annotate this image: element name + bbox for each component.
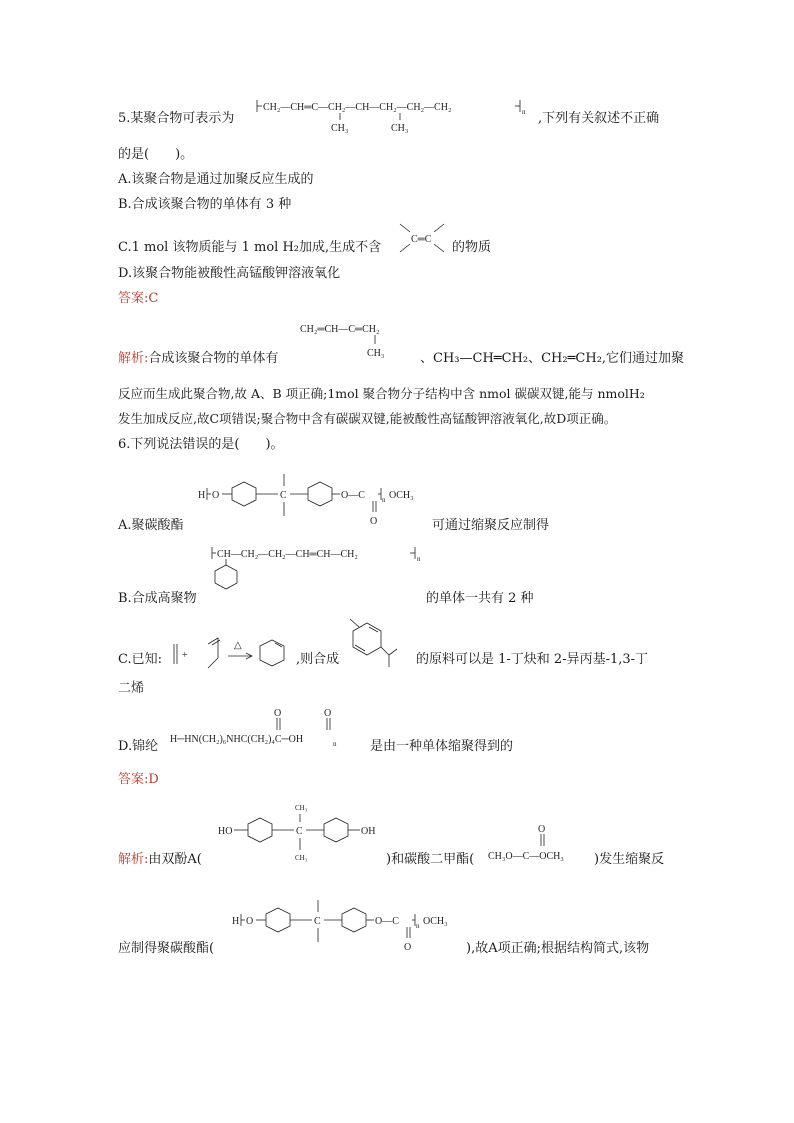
q6-target-molecule	[345, 615, 415, 685]
q5-analysis-line3: 发生加成反应,故C项错误;聚合物中含有碳碳双键,能被酸性高锰酸钾溶液氧化,故D项正确。	[118, 411, 617, 426]
q6-analysis-line2-suffix: ),故A项正确;根据结构简式,该物	[466, 941, 650, 956]
q6-option-c-line2: 二烯	[118, 681, 145, 696]
q6-option-c-plus: +	[182, 650, 188, 661]
q6-polycarbonate-structure-2	[232, 888, 472, 958]
q5-analysis-line1	[118, 350, 278, 368]
q6-bisphenol-a-structure	[218, 800, 398, 870]
q5-polymer-n: n	[522, 108, 526, 116]
q6-polyb-chain: CH—CH₂—CH₂—CH═CH—CH₂	[217, 549, 358, 560]
q6-pc-right: O—C	[341, 490, 365, 501]
q6-analysis-label: 解析:	[118, 852, 149, 867]
q5-monomer-isoprene	[300, 320, 430, 360]
benzene-ring-icon	[308, 482, 332, 506]
q5-stem-prefix: 5.某聚合物可表示为	[118, 111, 235, 126]
q6-pc-o: O	[212, 490, 220, 501]
q6-dmc-structure	[488, 826, 608, 866]
svg-text:C: C	[296, 826, 303, 837]
phenyl-ring-icon	[215, 565, 237, 589]
q6-bpa-oh: OH	[361, 826, 376, 837]
q6-analysis-line1-suffix: )发生缩聚反	[594, 852, 665, 867]
q5-analysis-line1-prefix: 合成该聚合物的单体有	[148, 351, 279, 366]
q5-alkene-text: C═C	[411, 234, 432, 245]
q6-option-c-prefix: C.已知:	[118, 652, 162, 667]
q5-option-c-prefix: C.1 mol 该物质能与 1 mol H₂加成,生成不含	[118, 240, 382, 255]
q5-option-c-suffix: 的物质	[452, 240, 492, 255]
q6-answer-value: D	[148, 772, 159, 787]
benzene-ring-icon	[324, 818, 348, 842]
q5-option-a: A.该聚合物是通过加聚反应生成的	[118, 172, 314, 187]
q6-pc2-n: n	[416, 922, 420, 930]
q6-option-d-prefix: D.锦纶	[118, 739, 159, 754]
q6-pc-h: H	[198, 490, 206, 501]
q6-bpa-ho: HO	[218, 826, 233, 837]
q5-polymer-main: CH₂—CH═C—CH₂—CH—CH₂—CH₂—CH₂	[263, 102, 452, 113]
q6-pc-end: OCH₃	[389, 490, 414, 501]
q5-stem-line2: 的是( )。	[118, 147, 194, 162]
q6-nylon-n: n	[333, 740, 337, 748]
q6-option-b-polymer	[210, 545, 430, 585]
q6-pc2-o: O	[246, 916, 254, 927]
cyclohexene-icon	[260, 640, 284, 666]
q5-answer	[118, 290, 158, 308]
q6-analysis-line2-prefix: 应制得聚碳酸酯(	[118, 941, 215, 956]
q6-dmc-formula: CH₃O—C—OCH₃	[488, 851, 564, 862]
q6-pc-carbonyl-o: O	[370, 516, 378, 527]
benzene-ring-icon	[232, 482, 256, 506]
q6-nylon-structure	[170, 708, 370, 752]
q6-dmc-o: O	[538, 824, 546, 835]
benzene-ring-icon	[342, 908, 366, 932]
q5-analysis-line2: 反应而生成此聚合物,故 A、B 项正确;1mol 聚合物分子结构中含 nmol 碳碳双键,能与 nmolH₂	[118, 386, 645, 401]
q6-pc2-end: OCH₃	[423, 916, 448, 927]
q6-option-d-suffix: 是由一种单体缩聚得到的	[370, 739, 514, 754]
q6-answer-label: 答案:	[118, 772, 149, 787]
q6-option-b-prefix: B.合成高聚物	[118, 591, 197, 606]
q6-option-c-delta: △	[234, 640, 242, 651]
q5-stem	[118, 110, 234, 128]
q6-pc2-carbonyl-o: O	[404, 942, 412, 953]
cyclohexadiene-ring-icon	[353, 623, 381, 655]
q6-nylon-formula: H─HN(CH₂)₆NHC(CH₂)₄C─OH	[170, 734, 304, 745]
q6-polyb-n: n	[417, 555, 421, 563]
q6-analysis-line1	[118, 851, 202, 869]
q6-option-b-suffix: 的单体一共有 2 种	[426, 591, 534, 606]
q5-stem-suffix: ,下列有关叙述不正确	[538, 111, 660, 126]
q5-polymer-methyl-1: CH₃	[331, 123, 349, 134]
q5-monomer-methyl: CH₃	[367, 348, 385, 359]
q6-option-a-suffix: 可通过缩聚反应制得	[432, 518, 550, 533]
q5-polymer-structure	[252, 96, 542, 136]
q6-pc-n: n	[382, 496, 386, 504]
q5-polymer-methyl-2: CH₃	[391, 123, 409, 134]
q5-option-b: B.合成该聚合物的单体有 3 种	[118, 197, 292, 212]
q6-bpa-ch3-bottom: CH₃	[295, 854, 308, 862]
q5-option-d: D.该聚合物能被酸性高锰酸钾溶液氧化	[118, 266, 341, 281]
q5-analysis-line1-suffix: 、CH₃—CH═CH₂、CH₂═CH₂,它们通过加聚	[420, 351, 685, 366]
q6-stem: 6.下列说法错误的是( )。	[118, 437, 284, 452]
svg-text:C: C	[314, 916, 321, 927]
q6-polycarbonate-structure	[198, 462, 438, 532]
q6-nylon-o-2: O	[324, 708, 332, 719]
q6-analysis-line1-prefix: 由双酚A(	[148, 852, 202, 867]
svg-text:C: C	[280, 490, 287, 501]
q6-analysis-line1-mid: )和碳酸二甲酯(	[386, 852, 475, 867]
q5-analysis-label: 解析:	[118, 351, 149, 366]
q6-option-c-mid: ,则合成	[296, 652, 340, 667]
q6-pc2-h: H	[232, 916, 240, 927]
q5-answer-value: C	[148, 291, 159, 306]
q5-answer-label: 答案:	[118, 291, 149, 306]
q5-alkene-structure	[398, 222, 458, 262]
q6-nylon-o-1: O	[274, 708, 282, 719]
q6-pc2-right: O—C	[375, 916, 399, 927]
q6-option-c-suffix: 的原料可以是 1-丁炔和 2-异丙基-1,3-丁	[416, 652, 649, 667]
q6-bpa-ch3-top: CH₃	[295, 804, 308, 812]
benzene-ring-icon	[266, 908, 290, 932]
q6-option-a-prefix: A.聚碳酸酯	[118, 518, 184, 533]
benzene-ring-icon	[248, 818, 272, 842]
q6-answer	[118, 771, 159, 789]
q5-monomer-chain: CH₂═CH—C═CH₂	[300, 324, 380, 335]
